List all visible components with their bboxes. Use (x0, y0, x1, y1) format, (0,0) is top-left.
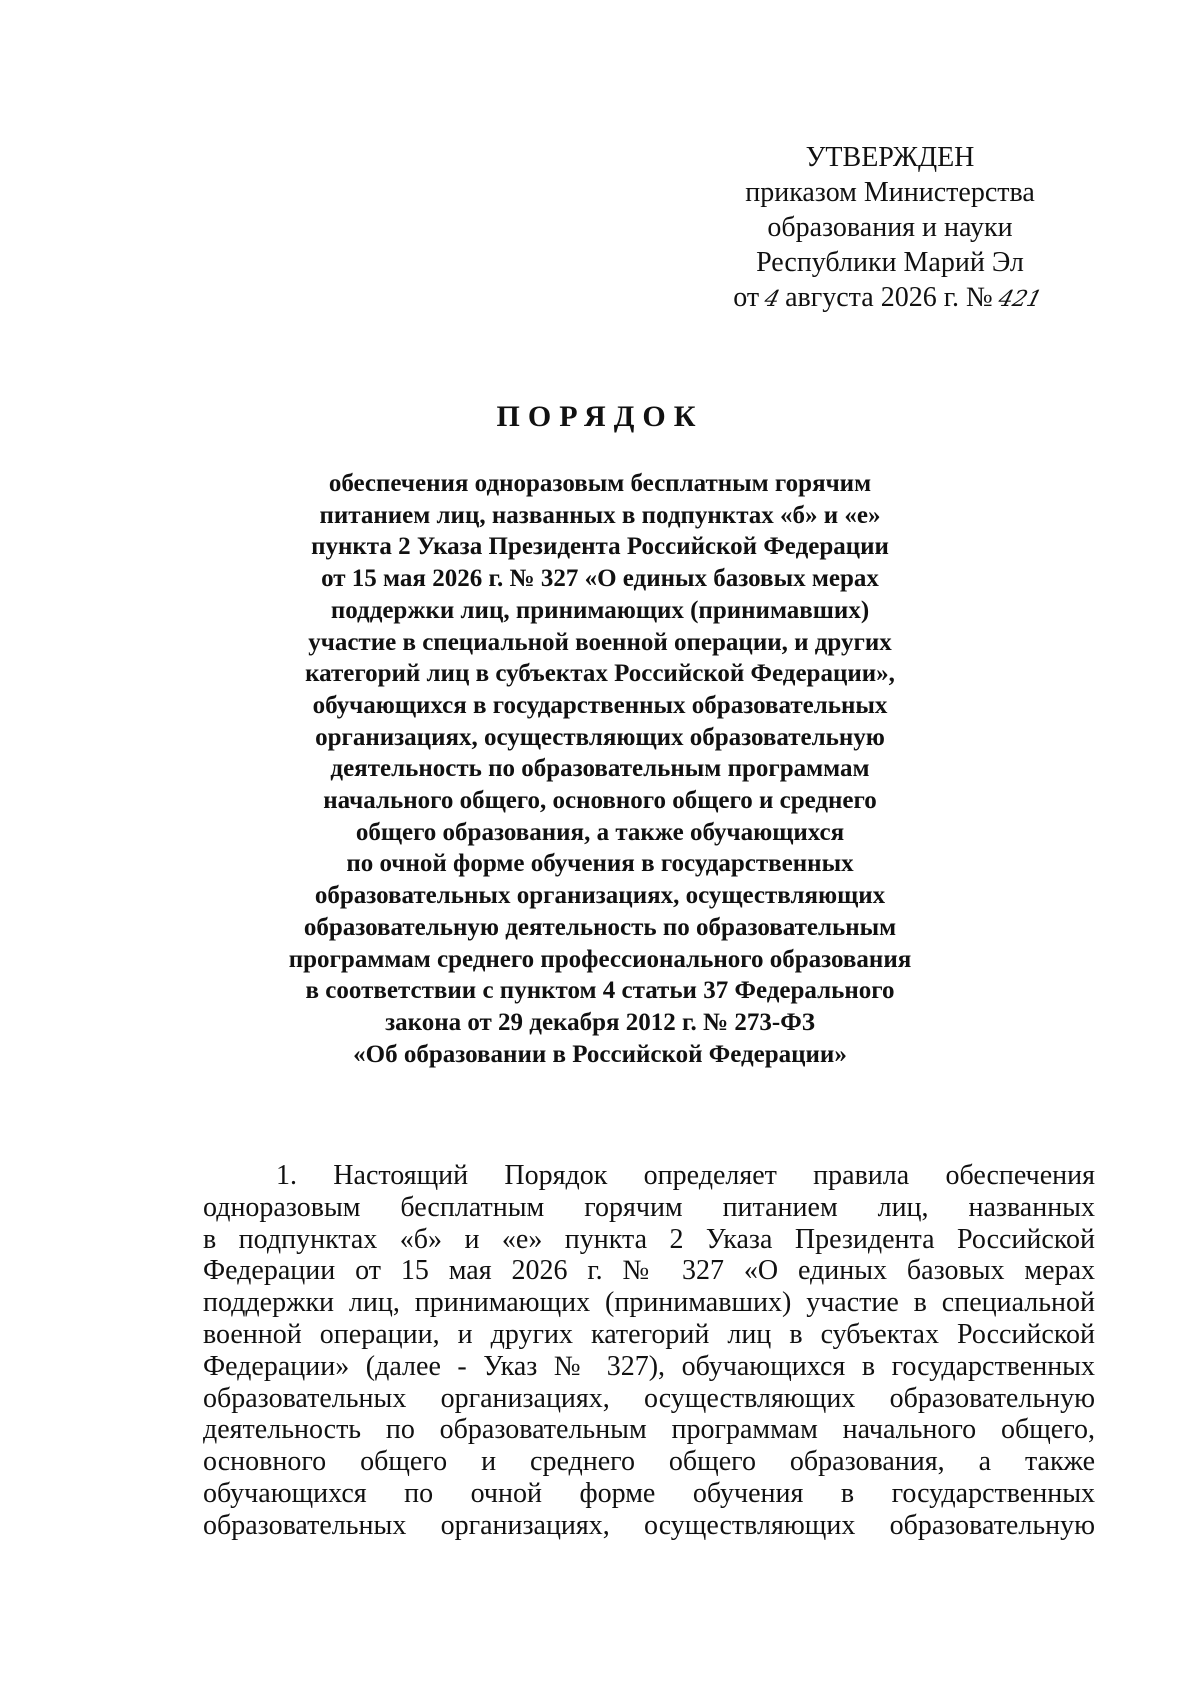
subtitle-line: пункта 2 Указа Президента Российской Федерации (311, 533, 889, 561)
date-prefix: от (733, 282, 760, 313)
subtitle-line: общего образования, а также обучающихся (355, 818, 845, 846)
subtitle-line: категорий лиц в субъектах Российской Федерации», (305, 660, 895, 688)
paragraph-1 (203, 1160, 1095, 1542)
document-subtitle (150, 468, 1050, 1070)
approval-stamp: УТВЕРЖДЕН (805, 142, 975, 173)
subtitle-line: деятельность по образовательным программам (330, 755, 870, 783)
body-line: в подпунктах «б» и «е» пункта 2 Указа Президента Российской (203, 1223, 1095, 1255)
subtitle-line: образовательную деятельность по образовательным (303, 913, 897, 941)
body-line: основного общего и среднего общего образования, а также (203, 1446, 1095, 1478)
subtitle-line: обеспечения одноразовым бесплатным горячим (328, 470, 872, 497)
approval-date-line (690, 280, 1090, 317)
date-rest: августа 2026 г. № (785, 282, 993, 313)
body-line: Федерации» (далее - Указ № 327), обучающихся в государственных (203, 1350, 1095, 1382)
subtitle-line: от 15 мая 2026 г. № 327 «О единых базовых мерах (321, 565, 879, 593)
subtitle-line: обучающихся в государственных образовательных (312, 691, 888, 719)
approval-by-line-1: приказом Министерства (745, 177, 1035, 208)
approval-block (690, 140, 1090, 317)
subtitle-line: по очной форме обучения в государственных (346, 850, 854, 878)
body-line: образовательных организациях, осуществляющих образовательную (203, 1509, 1095, 1541)
subtitle-line: в соответствии с пунктом 4 статьи 37 Федерального (305, 977, 895, 1005)
approval-by-line-3: Республики Марий Эл (756, 247, 1024, 278)
subtitle-line: «Об образовании в Российской Федерации» (353, 1040, 847, 1068)
body-line: образовательных организациях, осуществляющих образовательную (203, 1382, 1095, 1414)
approval-by-line-2: образования и науки (767, 212, 1013, 243)
subtitle-line: питанием лиц, названных в подпунктах «б» и «е» (319, 501, 881, 529)
document-title: ПОРЯДОК (496, 400, 704, 433)
subtitle-line: программам среднего профессионального образования (288, 945, 912, 973)
handwritten-date-day: 4 (761, 287, 783, 312)
body-line: обучающихся по очной форме обучения в государственных (203, 1477, 1095, 1509)
handwritten-order-number: 421 (995, 287, 1045, 312)
body-line: одноразовым бесплатным горячим питанием лиц, названных (203, 1191, 1095, 1223)
subtitle-line: участие в специальной военной операции, и других (308, 628, 892, 656)
body-line: поддержки лиц, принимающих (принимавших) участие в специальной (203, 1287, 1095, 1319)
subtitle-line: организациях, осуществляющих образовательную (315, 723, 885, 751)
subtitle-line: образовательных организациях, осуществляющих (314, 882, 886, 910)
body-line: военной операции, и других категорий лиц в субъектах Российской (203, 1318, 1095, 1350)
subtitle-line: начального общего, основного общего и среднего (323, 787, 877, 815)
subtitle-line: поддержки лиц, принимающих (принимавших) (330, 596, 870, 624)
body-line: деятельность по образовательным программам начального общего, (203, 1414, 1095, 1446)
body-line: 1. Настоящий Порядок определяет правила обеспечения (276, 1160, 1095, 1191)
body-line: Федерации от 15 мая 2026 г. № 327 «О единых базовых мерах (203, 1255, 1095, 1287)
subtitle-line: закона от 29 декабря 2012 г. № 273-ФЗ (385, 1008, 815, 1036)
